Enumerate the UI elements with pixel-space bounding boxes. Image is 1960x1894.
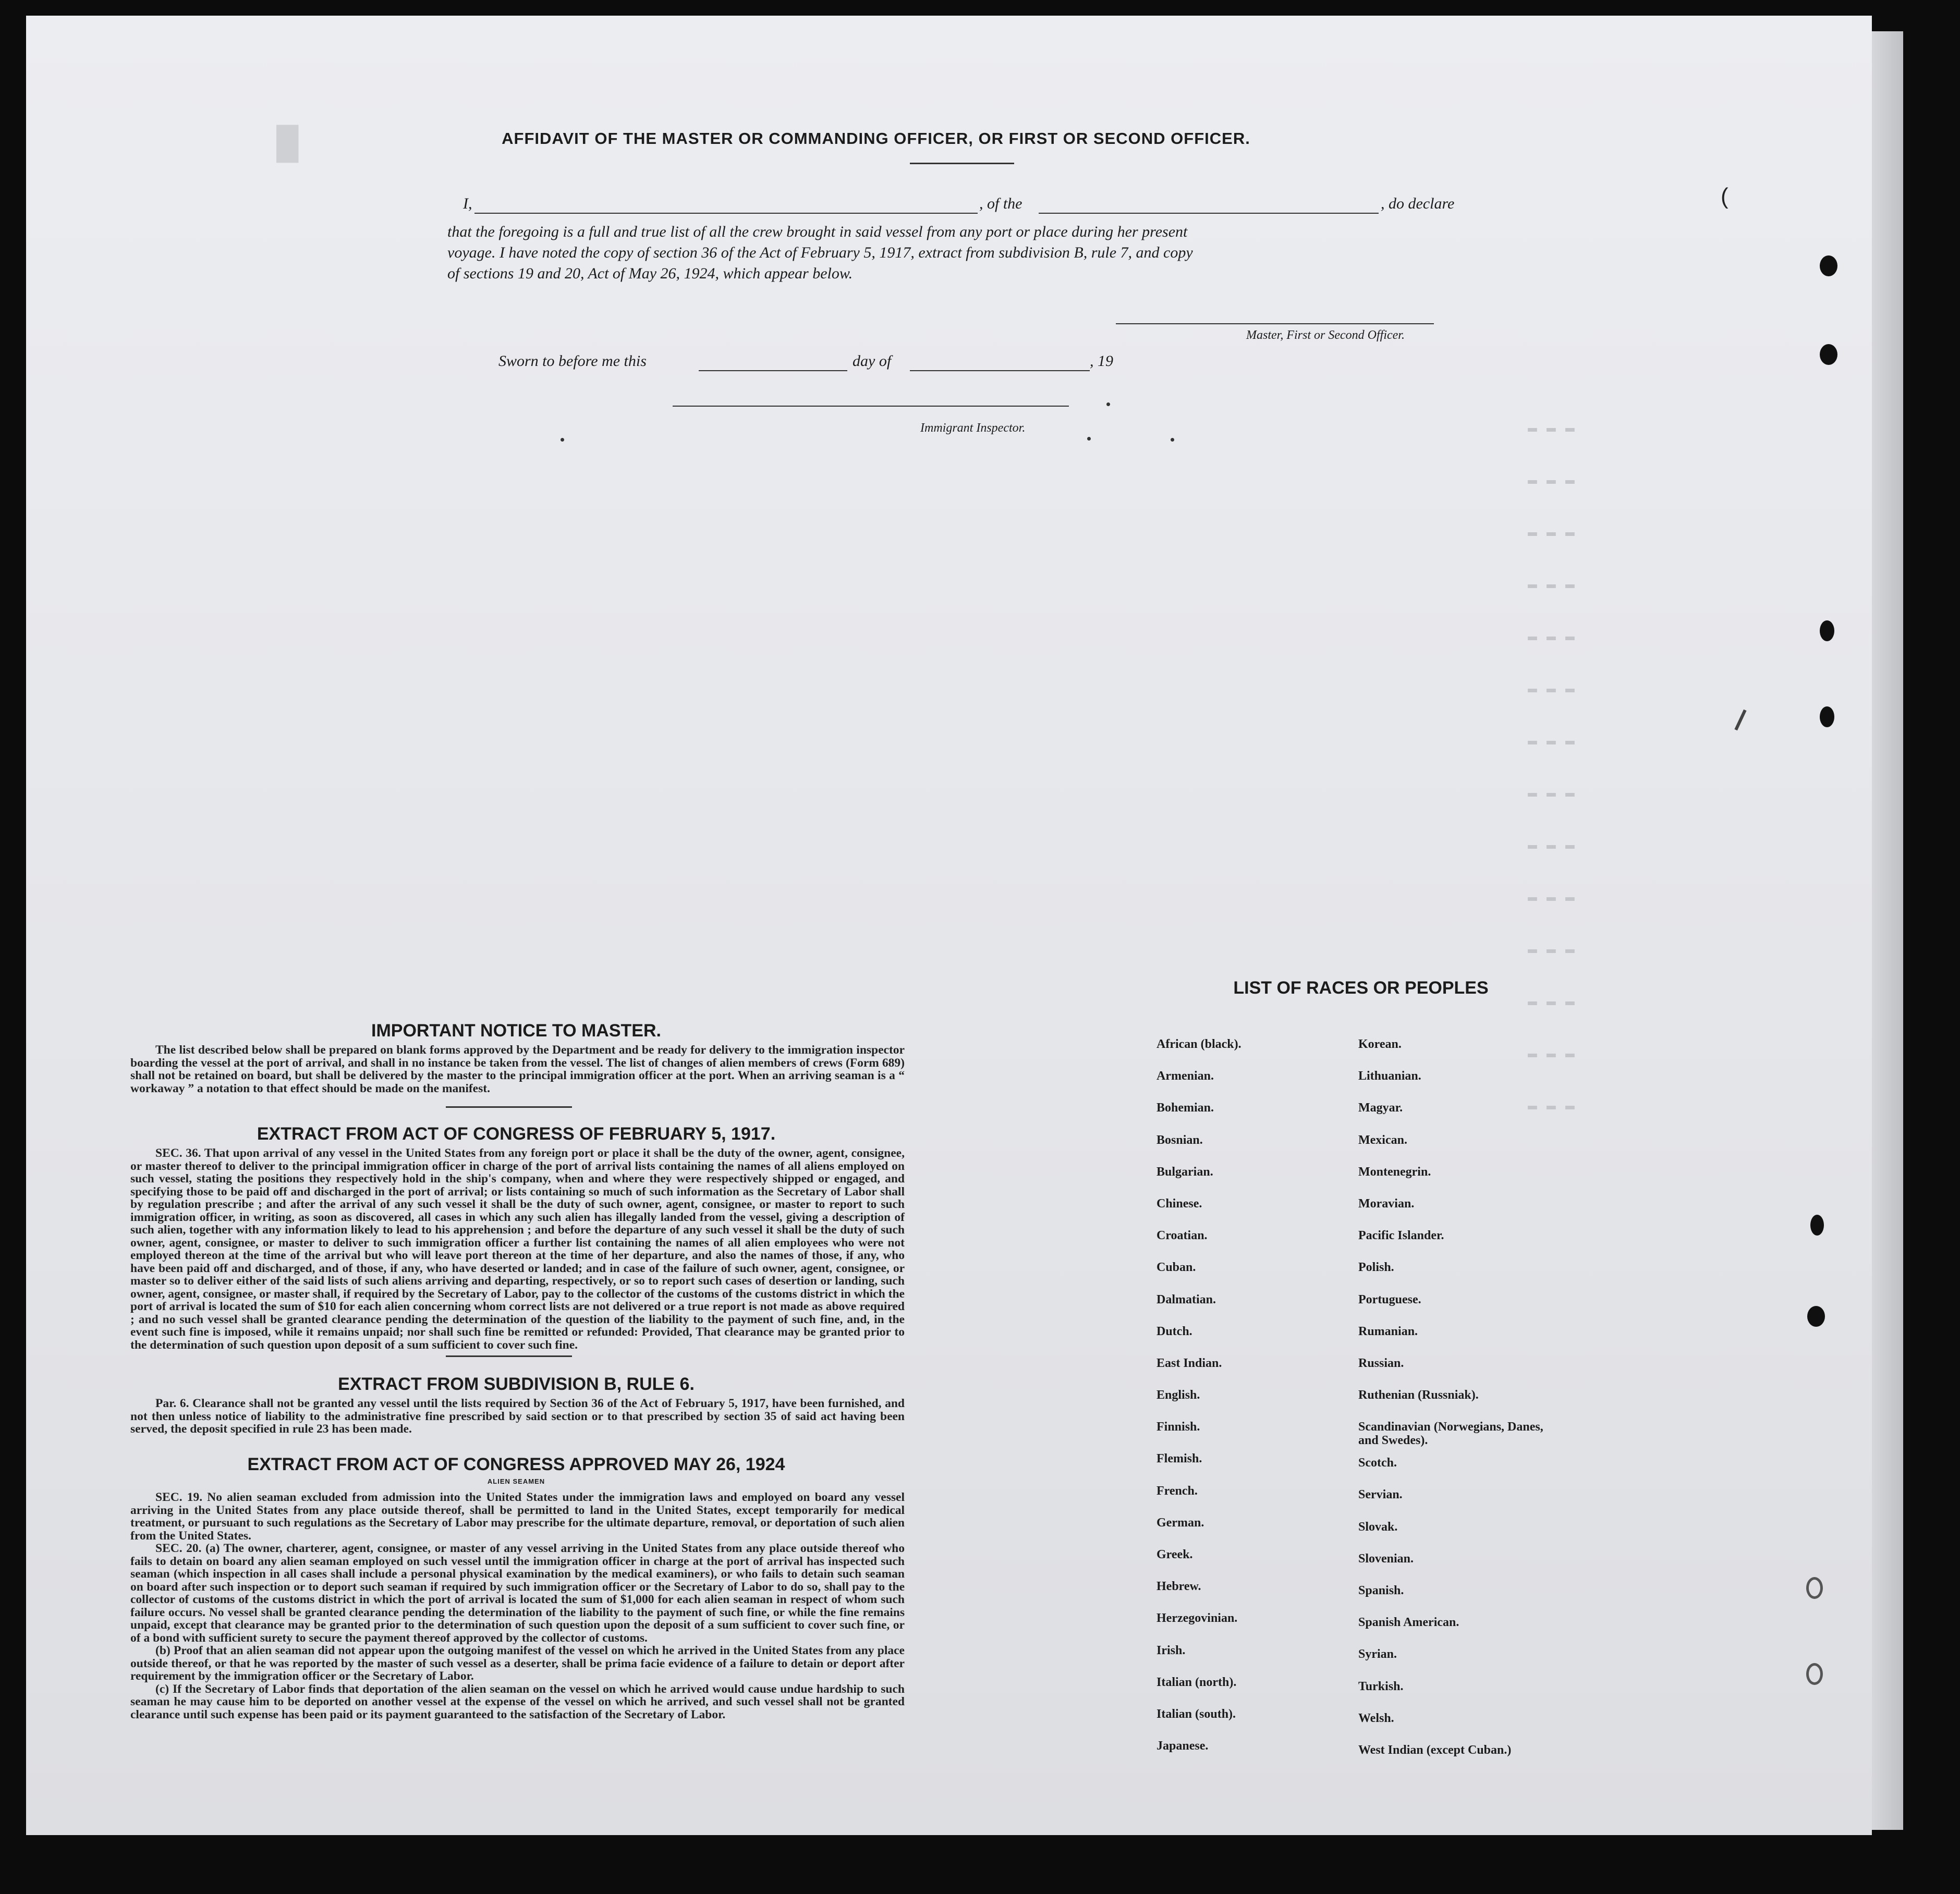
page-edge (1872, 31, 1903, 1830)
race-item: Lithuanian. (1358, 1069, 1421, 1083)
race-item: Moravian. (1358, 1196, 1415, 1211)
race-item: Slovak. (1358, 1520, 1398, 1534)
bleed-through: ▬ ▬ ▬ (1528, 628, 1575, 646)
inspector-signature-line (673, 406, 1069, 407)
race-item: Bulgarian. (1156, 1165, 1213, 1179)
race-item: Italian (south). (1156, 1707, 1236, 1721)
stray-mark (1171, 438, 1174, 442)
bleed-through: ▬ ▬ ▬ (1528, 837, 1575, 854)
race-item: Magyar. (1358, 1101, 1403, 1115)
bleed-through: ▬ ▬ ▬ (1528, 732, 1575, 750)
extract-rule6-text: Par. 6. Clearance shall not be granted any vessel until the lists required by Section 36 of the Act of February 5, 1917, have been furnished, and not then unless notice of liability to the administrative fine prescribed by said section or to that prescribed by section 35 of said act having been served, the deposit specified in rule 23 has been made. (130, 1397, 905, 1436)
race-item: Portuguese. (1358, 1292, 1421, 1306)
race-item: Italian (north). (1156, 1675, 1237, 1689)
race-item: East Indian. (1156, 1356, 1222, 1370)
notice-title: IMPORTANT NOTICE TO MASTER. (371, 1021, 661, 1041)
race-item: Croatian. (1156, 1229, 1208, 1243)
affidavit-body-line-1: that the foregoing is a full and true list of all the crew brought in said vessel from any port or place during her present (447, 223, 1188, 240)
punch-hole (1806, 1577, 1823, 1599)
race-item: Polish. (1358, 1261, 1394, 1275)
punch-hole (1810, 1215, 1824, 1236)
sworn-label: Sworn to before me this (498, 352, 647, 370)
bleed-through: ▬ ▬ ▬ (1528, 524, 1575, 542)
name-line (474, 213, 978, 214)
notice-text: The list described below shall be prepared on blank forms approved by the Department and be ready for delivery to the immigration inspector boarding the vessel at the port of arrival, and shall in no instance be taken from the vessel. The list of changes of alien members of crews (Form 689) shall not be retained on board, but shall be delivered by the master to the principal immigration officer at the port. When an arriving seaman is a “ workaway ” a notation to that effect should be made on the manifest. (130, 1043, 905, 1095)
year-label: , 19 (1090, 352, 1113, 370)
extract-1917-title: EXTRACT FROM ACT OF CONGRESS OF FEBRUARY 5, 1917. (257, 1124, 776, 1144)
race-item: Bohemian. (1156, 1101, 1214, 1115)
stray-mark (1106, 402, 1110, 406)
race-item: Russian. (1358, 1356, 1404, 1370)
extract-1917-text: SEC. 36. That upon arrival of any vessel in the United States from any foreign port or place it shall be the duty of the owner, agent, consignee, or master thereof to deliver to the principal immigration officer in charge of the port of arrival lists containing the names of all aliens employed on such vessel, stating the positions they respectively hold in the ship's company, when and where they were respectively shipped or engaged, and specifying those to be paid off and discharged in the port of arrival; or lists containing so much of such information as the Secretary of Labor shall by regulation prescribe ; and after the arrival of any such vessel it shall be the duty of such owner, agent, consignee, or master to report to such immigration officer, in writing, as soon as discovered, all cases in which any such alien has illegally landed from the vessel, giving a description of such alien, together with any information likely to lead to his apprehension ; and before the departure of any such vessel it shall be the duty of such owner, agent, consignee, or master to deliver to such immigration officer a further list containing the names of all alien employees who were not employed thereon at the time of the arrival but who will leave port thereon at the time of her departure, and also the names of those, if any, who have been paid off and discharged, and of those, if any, who have deserted or landed; and in case of the failure of such owner, agent, consignee, or master so to deliver either of the said lists of such aliens arriving and departing, respectively, or so to report such cases of desertion or landing, such owner, agent, consignee, or master shall, if required by the Secretary of Labor, pay to the collector of the customs of the customs district in which the port of arrival is located the sum of $10 for each alien concerning whom correct lists are not delivered or a true report is not made as above required ; and no such vessel shall be granted clearance pending the determination of the question of the liability to the payment of such fine, and, in the event such fine is imposed, while it remains unpaid; nor shall such fine be remitted or refunded: Provided, That clearance may be granted prior to the determination of such question upon deposit of a sum sufficient to cover such fine. (130, 1146, 905, 1352)
affidavit-body-line-2: voyage. I have noted the copy of section 36 of the Act of February 5, 1917, extract from subdivision B, rule 7, and copy (447, 244, 1193, 261)
vessel-line (1039, 213, 1379, 214)
race-item: Hebrew. (1156, 1580, 1201, 1594)
bleed-through: ▬ ▬ ▬ (1528, 1045, 1575, 1063)
punch-hole (1806, 1663, 1823, 1685)
race-item: Rumanian. (1358, 1324, 1418, 1338)
section-20b: (b) Proof that an alien seaman did not appear upon the outgoing manifest of the vessel on which he arrived in the United States from any place outside thereof, or that he was reported by the master of such vessel as a deserter, shall be prima facie evidence of a failure to detain or deport after requirement by the immigration officer or the Secretary of Labor. (130, 1644, 905, 1683)
race-item: Welsh. (1358, 1711, 1394, 1725)
punch-hole (1820, 706, 1834, 727)
affidavit-title: AFFIDAVIT OF THE MASTER OR COMMANDING OFFICER, OR FIRST OR SECOND OFFICER. (502, 129, 1250, 148)
bleed-through: ▬ ▬ ▬ (1528, 680, 1575, 698)
race-item: Flemish. (1156, 1452, 1202, 1466)
day-of-label: day of (853, 352, 892, 370)
bleed-through: ▬ ▬ ▬ (1528, 941, 1575, 959)
day-line (699, 370, 847, 371)
race-item: Bosnian. (1156, 1133, 1203, 1147)
race-item: German. (1156, 1516, 1204, 1530)
bleed-through: ▬ ▬ ▬ (1528, 993, 1575, 1011)
race-item: Spanish American. (1358, 1616, 1459, 1630)
extract-1924-title: EXTRACT FROM ACT OF CONGRESS APPROVED MAY 26, 1924 (247, 1455, 785, 1474)
race-item: Mexican. (1358, 1133, 1407, 1147)
race-item: Pacific Islander. (1358, 1229, 1444, 1243)
race-item: Armenian. (1156, 1069, 1214, 1083)
race-item: Slovenian. (1358, 1551, 1414, 1566)
divider (910, 163, 1014, 164)
race-item: English. (1156, 1388, 1200, 1402)
race-item: Japanese. (1156, 1739, 1209, 1753)
race-item: Turkish. (1358, 1679, 1404, 1693)
stray-mark: ( (1721, 184, 1728, 209)
stray-mark (561, 438, 564, 442)
divider (446, 1106, 572, 1108)
bleed-through: █ (276, 126, 299, 160)
race-item: Spanish. (1358, 1584, 1404, 1597)
race-item: West Indian (except Cuban.) (1358, 1743, 1512, 1757)
race-item: Korean. (1358, 1037, 1402, 1051)
bleed-through: ▬ ▬ ▬ (1528, 785, 1575, 802)
extract-1924-text (130, 1491, 905, 1721)
race-item: Servian. (1358, 1488, 1403, 1502)
extract-rule6-title: EXTRACT FROM SUBDIVISION B, RULE 6. (338, 1374, 695, 1394)
affidavit-i-label: I, (463, 195, 472, 212)
punch-hole (1820, 255, 1837, 276)
master-signature-line (1116, 323, 1434, 324)
master-signature-label: Master, First or Second Officer. (1246, 328, 1405, 342)
race-item: Ruthenian (Russniak). (1358, 1388, 1479, 1402)
race-item: Greek. (1156, 1548, 1193, 1561)
race-item: Dalmatian. (1156, 1292, 1216, 1306)
race-item: French. (1156, 1484, 1198, 1498)
races-title: LIST OF RACES OR PEOPLES (1233, 978, 1489, 998)
section-19: SEC. 19. No alien seaman excluded from admission into the United States under the immigration laws and employed on board any vessel arriving in the United States from any place outside thereof, shall be permitted to land in the United States, except temporarily for medical treatment, or pursuant to such regulations as the Secretary of Labor may prescribe for the ultimate departure, removal, or deportation of such alien from the United States. (130, 1490, 905, 1543)
bleed-through: ▬ ▬ ▬ (1528, 472, 1575, 490)
race-item: Herzegovinian. (1156, 1611, 1238, 1626)
race-item: Chinese. (1156, 1196, 1202, 1211)
affidavit-body-line-3: of sections 19 and 20, Act of May 26, 1924, which appear below. (447, 265, 853, 282)
section-20c: (c) If the Secretary of Labor finds that deportation of the alien seaman on the vessel on which he arrived would cause undue hardship to such seaman he may cause him to be deported on another vessel at the expense of the vessel on which he arrived, and such vessel shall not be granted clearance until such expense has been paid or its payment guaranteed to the satisfaction of the Secretary of Labor. (130, 1682, 905, 1721)
month-line (910, 370, 1090, 371)
divider (446, 1355, 572, 1357)
race-item: African (black). (1156, 1037, 1241, 1051)
punch-hole (1820, 620, 1834, 641)
race-item: Syrian. (1358, 1647, 1397, 1661)
extract-1924-subtitle: ALIEN SEAMEN (487, 1477, 545, 1485)
bleed-through: ▬ ▬ ▬ (1528, 1097, 1575, 1115)
section-20a: SEC. 20. (a) The owner, charterer, agent, consignee, or master of any vessel arriving in the United States from any place outside thereof who fails to detain on board any alien seaman employed on such vessel until the immigration officer in charge at the port of arrival has inspected such seaman (which inspection in all cases shall include a personal physical examination by the medical examiners), or who fails to detain such seaman on board after such inspection or to deport such seaman if required by such immigration officer or the Secretary of Labor to do so, shall pay to the collector of customs of the customs district in which the port of arrival is located the sum of $1,000 for each alien seaman in respect of whom such failure occurs. No vessel shall be granted clearance pending the determination of the liability to the payment of such fine, or while the fine remains unpaid, except that clearance may be granted prior to the determination of such question upon the deposit of a sum sufficient to cover such fine, or of a bond with sufficient surety to secure the payment thereof approved by the collector of customs. (130, 1542, 905, 1645)
race-item: Cuban. (1156, 1261, 1196, 1275)
bleed-through: ▬ ▬ ▬ (1528, 576, 1575, 594)
race-item: Finnish. (1156, 1420, 1200, 1434)
bleed-through: ▬ ▬ ▬ (1528, 889, 1575, 907)
race-item: Montenegrin. (1358, 1165, 1431, 1179)
race-item: Irish. (1156, 1643, 1186, 1657)
inspector-label: Immigrant Inspector. (920, 421, 1026, 435)
affidavit-of-the-label: , of the (979, 195, 1022, 212)
race-item: Dutch. (1156, 1324, 1192, 1338)
affidavit-declare-label: , do declare (1381, 195, 1455, 212)
stray-mark (1087, 437, 1091, 441)
bleed-through: ▬ ▬ ▬ (1528, 420, 1575, 437)
punch-hole (1820, 344, 1837, 365)
race-item: Scandinavian (Norwegians, Danes, and Swedes). (1358, 1420, 1543, 1448)
races-right-column (1358, 1037, 1629, 1775)
race-item: Scotch. (1358, 1456, 1397, 1470)
punch-hole (1807, 1306, 1825, 1327)
